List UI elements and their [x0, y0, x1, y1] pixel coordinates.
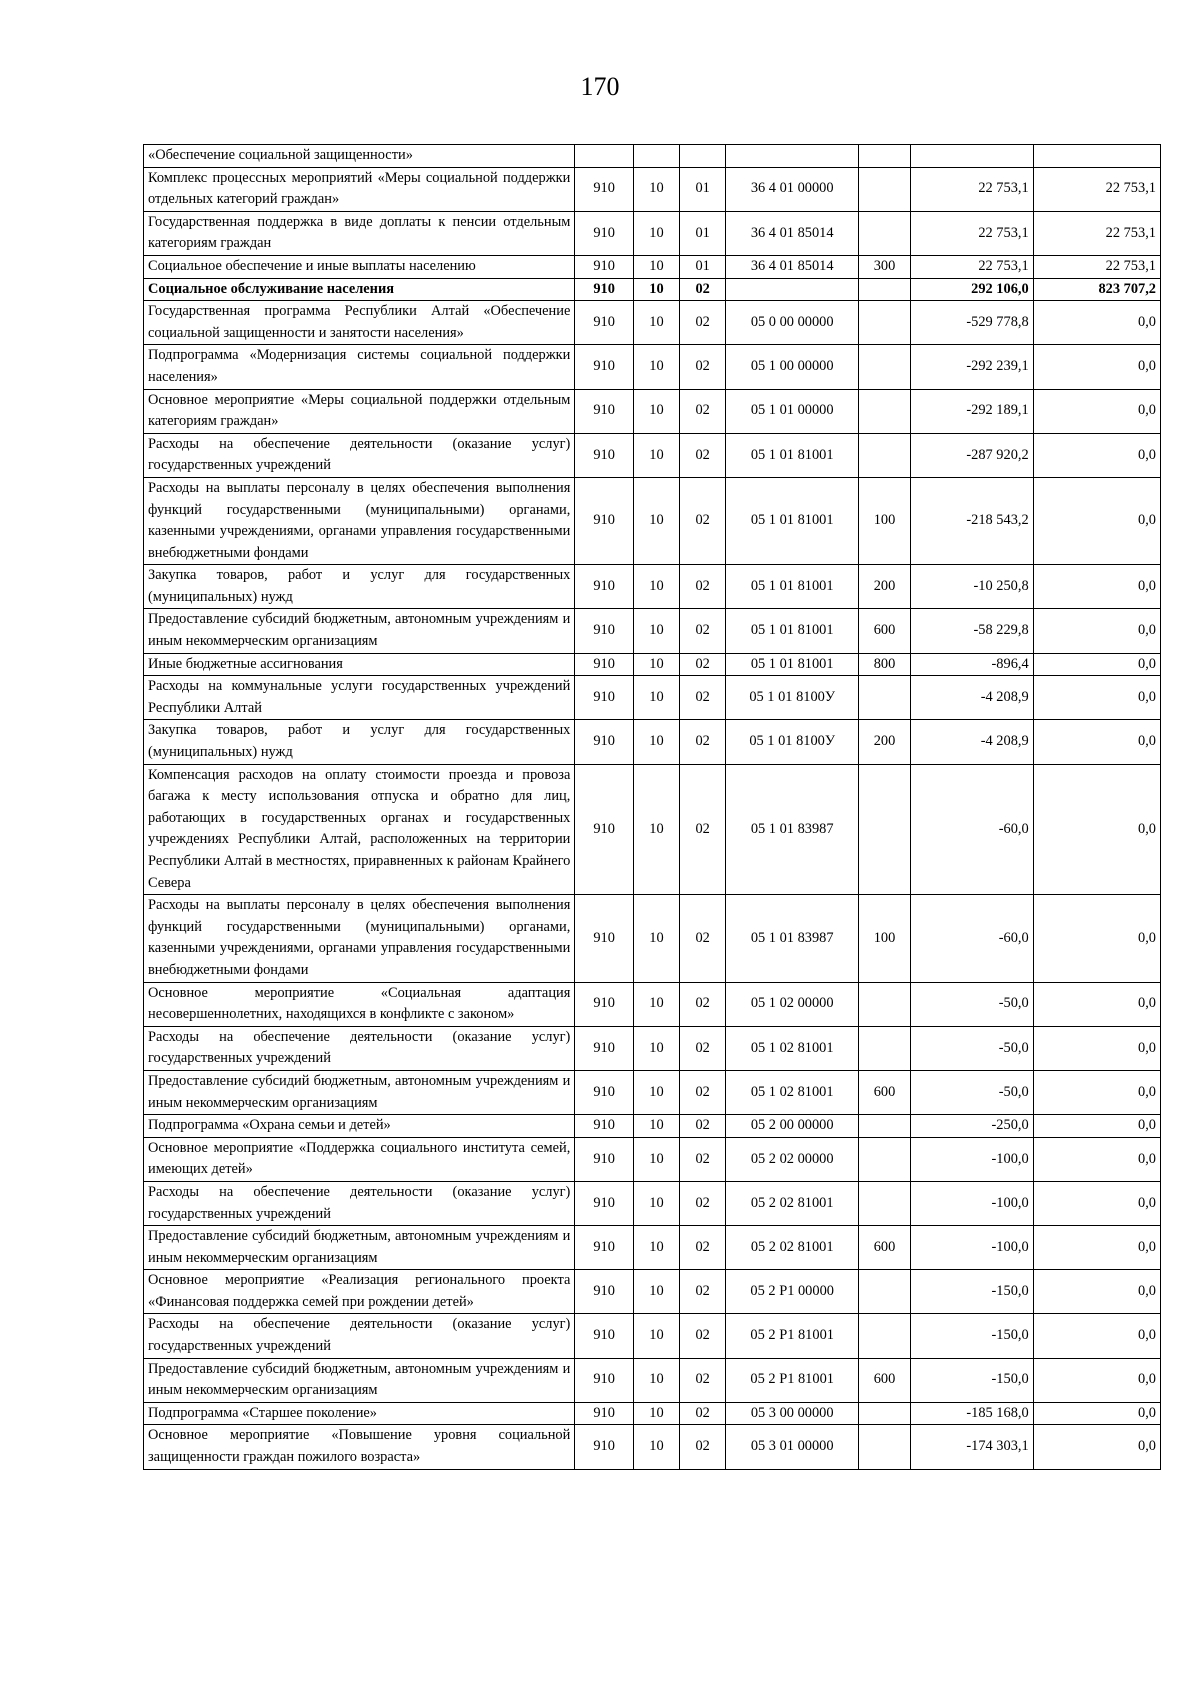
table-row — [144, 1402, 1161, 1425]
row-ved-code: 910 — [575, 255, 634, 278]
table-row — [144, 301, 1161, 345]
table-row — [144, 1425, 1161, 1469]
row-expense-type-code — [859, 764, 911, 895]
row-amount-1: -50,0 — [910, 1026, 1033, 1070]
row-subsection-code: 02 — [680, 1314, 726, 1358]
row-subsection-code: 02 — [680, 1425, 726, 1469]
row-amount-2: 0,0 — [1033, 1115, 1160, 1138]
row-expense-type-code — [859, 301, 911, 345]
row-expense-type-code — [859, 1115, 911, 1138]
row-section-code: 10 — [633, 255, 679, 278]
row-ved-code: 910 — [575, 982, 634, 1026]
row-expense-type-code — [859, 676, 911, 720]
row-amount-2: 0,0 — [1033, 1070, 1160, 1114]
row-amount-1: 22 753,1 — [910, 255, 1033, 278]
row-amount-2: 0,0 — [1033, 720, 1160, 764]
row-ved-code: 910 — [575, 389, 634, 433]
table-row — [144, 167, 1161, 211]
table-row — [144, 1137, 1161, 1181]
row-amount-2: 0,0 — [1033, 1314, 1160, 1358]
row-expense-type-code — [859, 345, 911, 389]
row-amount-2: 0,0 — [1033, 609, 1160, 653]
row-section-code: 10 — [633, 676, 679, 720]
table-row — [144, 1270, 1161, 1314]
row-amount-1: -292 239,1 — [910, 345, 1033, 389]
row-amount-2: 0,0 — [1033, 433, 1160, 477]
row-subsection-code: 02 — [680, 1181, 726, 1225]
row-ved-code: 910 — [575, 301, 634, 345]
row-name: Расходы на коммунальные услуги государственных учреждений Республики Алтай — [144, 676, 575, 720]
row-amount-2: 0,0 — [1033, 301, 1160, 345]
row-subsection-code: 02 — [680, 477, 726, 564]
row-expense-type-code — [859, 389, 911, 433]
table-row — [144, 255, 1161, 278]
row-ved-code: 910 — [575, 1226, 634, 1270]
row-ved-code: 910 — [575, 895, 634, 982]
row-ved-code: 910 — [575, 1425, 634, 1469]
row-amount-2: 0,0 — [1033, 895, 1160, 982]
row-amount-1: 22 753,1 — [910, 167, 1033, 211]
row-target-article-code: 05 3 00 00000 — [726, 1402, 859, 1425]
row-expense-type-code — [859, 1181, 911, 1225]
table-row — [144, 565, 1161, 609]
row-name: Основное мероприятие «Меры социальной поддержки отдельным категориям граждан» — [144, 389, 575, 433]
row-expense-type-code — [859, 1314, 911, 1358]
row-ved-code: 910 — [575, 1402, 634, 1425]
row-ved-code: 910 — [575, 345, 634, 389]
row-target-article-code: 05 1 01 83987 — [726, 764, 859, 895]
row-section-code: 10 — [633, 1137, 679, 1181]
row-name: Предоставление субсидий бюджетным, автономным учреждениям и иным некоммерческим организациям — [144, 1226, 575, 1270]
table-row — [144, 278, 1161, 301]
row-expense-type-code: 600 — [859, 1070, 911, 1114]
row-expense-type-code: 600 — [859, 1358, 911, 1402]
row-amount-1: -250,0 — [910, 1115, 1033, 1138]
table-row — [144, 145, 1161, 168]
row-section-code: 10 — [633, 345, 679, 389]
row-amount-1: 292 106,0 — [910, 278, 1033, 301]
row-expense-type-code — [859, 167, 911, 211]
row-expense-type-code: 100 — [859, 895, 911, 982]
row-name: Расходы на выплаты персоналу в целях обеспечения выполнения функций государственными (муниципальными) органами, казенными учреждениями, органами управления государственными внебюджетными фондами — [144, 895, 575, 982]
row-name: Основное мероприятие «Поддержка социального института семей, имеющих детей» — [144, 1137, 575, 1181]
row-name: Основное мероприятие «Реализация регионального проекта «Финансовая поддержка семей при рождении детей» — [144, 1270, 575, 1314]
row-section-code: 10 — [633, 1358, 679, 1402]
row-section-code: 10 — [633, 720, 679, 764]
row-amount-1: -50,0 — [910, 1070, 1033, 1114]
row-amount-2: 0,0 — [1033, 1358, 1160, 1402]
row-name: Расходы на обеспечение деятельности (оказание услуг) государственных учреждений — [144, 1314, 575, 1358]
row-expense-type-code — [859, 1137, 911, 1181]
table-row — [144, 1181, 1161, 1225]
row-target-article-code: 05 2 02 81001 — [726, 1181, 859, 1225]
row-name: Подпрограмма «Охрана семьи и детей» — [144, 1115, 575, 1138]
table-row — [144, 1026, 1161, 1070]
row-amount-2: 0,0 — [1033, 565, 1160, 609]
row-amount-2: 0,0 — [1033, 1137, 1160, 1181]
row-target-article-code: 05 1 01 81001 — [726, 565, 859, 609]
table-row — [144, 389, 1161, 433]
row-ved-code: 910 — [575, 1358, 634, 1402]
row-section-code: 10 — [633, 1226, 679, 1270]
row-name: Основное мероприятие «Социальная адаптация несовершеннолетних, находящихся в конфликте с законом» — [144, 982, 575, 1026]
row-section-code — [633, 145, 679, 168]
row-ved-code: 910 — [575, 720, 634, 764]
row-name: Предоставление субсидий бюджетным, автономным учреждениям и иным некоммерческим организациям — [144, 1358, 575, 1402]
table-row — [144, 1358, 1161, 1402]
row-name: Подпрограмма «Модернизация системы социальной поддержки населения» — [144, 345, 575, 389]
row-section-code: 10 — [633, 167, 679, 211]
row-subsection-code: 02 — [680, 653, 726, 676]
table-row — [144, 1070, 1161, 1114]
row-amount-1: -58 229,8 — [910, 609, 1033, 653]
row-expense-type-code: 200 — [859, 720, 911, 764]
row-subsection-code: 02 — [680, 764, 726, 895]
row-target-article-code: 05 2 P1 00000 — [726, 1270, 859, 1314]
row-amount-1: -4 208,9 — [910, 676, 1033, 720]
row-target-article-code: 36 4 01 85014 — [726, 211, 859, 255]
row-target-article-code: 05 1 01 8100У — [726, 720, 859, 764]
row-amount-2: 0,0 — [1033, 1226, 1160, 1270]
row-amount-1: 22 753,1 — [910, 211, 1033, 255]
row-name: Закупка товаров, работ и услуг для государственных (муниципальных) нужд — [144, 720, 575, 764]
row-target-article-code: 05 1 02 81001 — [726, 1026, 859, 1070]
row-subsection-code: 02 — [680, 720, 726, 764]
row-subsection-code: 02 — [680, 301, 726, 345]
row-ved-code: 910 — [575, 433, 634, 477]
row-target-article-code: 05 1 01 81001 — [726, 609, 859, 653]
table-row — [144, 345, 1161, 389]
row-amount-1: -529 778,8 — [910, 301, 1033, 345]
row-ved-code: 910 — [575, 1137, 634, 1181]
row-amount-2: 0,0 — [1033, 982, 1160, 1026]
row-amount-1: -150,0 — [910, 1314, 1033, 1358]
row-section-code: 10 — [633, 477, 679, 564]
row-section-code: 10 — [633, 1402, 679, 1425]
row-target-article-code: 05 1 01 81001 — [726, 477, 859, 564]
row-amount-1: -150,0 — [910, 1270, 1033, 1314]
row-name: Предоставление субсидий бюджетным, автономным учреждениям и иным некоммерческим организациям — [144, 1070, 575, 1114]
row-subsection-code: 02 — [680, 345, 726, 389]
row-amount-2: 0,0 — [1033, 676, 1160, 720]
row-subsection-code: 02 — [680, 1137, 726, 1181]
row-target-article-code — [726, 145, 859, 168]
row-amount-1: -60,0 — [910, 895, 1033, 982]
row-subsection-code: 02 — [680, 1026, 726, 1070]
row-amount-1: -287 920,2 — [910, 433, 1033, 477]
row-expense-type-code — [859, 433, 911, 477]
row-amount-1: -218 543,2 — [910, 477, 1033, 564]
row-name: Закупка товаров, работ и услуг для государственных (муниципальных) нужд — [144, 565, 575, 609]
table-row — [144, 433, 1161, 477]
row-ved-code: 910 — [575, 1115, 634, 1138]
row-amount-2 — [1033, 145, 1160, 168]
row-target-article-code: 05 1 01 00000 — [726, 389, 859, 433]
row-expense-type-code — [859, 1402, 911, 1425]
table-row — [144, 764, 1161, 895]
row-amount-2: 0,0 — [1033, 1270, 1160, 1314]
row-ved-code: 910 — [575, 1181, 634, 1225]
row-ved-code: 910 — [575, 167, 634, 211]
row-amount-1: -100,0 — [910, 1137, 1033, 1181]
row-expense-type-code: 300 — [859, 255, 911, 278]
row-subsection-code: 02 — [680, 895, 726, 982]
row-expense-type-code — [859, 982, 911, 1026]
table-row — [144, 653, 1161, 676]
row-subsection-code: 02 — [680, 1115, 726, 1138]
row-expense-type-code: 600 — [859, 1226, 911, 1270]
row-amount-2: 0,0 — [1033, 345, 1160, 389]
row-amount-1: -60,0 — [910, 764, 1033, 895]
row-amount-1: -4 208,9 — [910, 720, 1033, 764]
row-amount-2: 0,0 — [1033, 1026, 1160, 1070]
table-row — [144, 676, 1161, 720]
row-target-article-code: 05 1 01 81001 — [726, 433, 859, 477]
row-target-article-code: 05 3 01 00000 — [726, 1425, 859, 1469]
row-expense-type-code — [859, 211, 911, 255]
row-amount-1: -10 250,8 — [910, 565, 1033, 609]
row-name: Основное мероприятие «Повышение уровня социальной защищенности граждан пожилого возраста» — [144, 1425, 575, 1469]
row-target-article-code: 05 2 00 00000 — [726, 1115, 859, 1138]
row-target-article-code: 05 2 P1 81001 — [726, 1358, 859, 1402]
row-section-code: 10 — [633, 653, 679, 676]
table-row — [144, 720, 1161, 764]
table-body — [144, 145, 1161, 1470]
row-subsection-code: 02 — [680, 676, 726, 720]
row-expense-type-code — [859, 145, 911, 168]
row-target-article-code: 05 0 00 00000 — [726, 301, 859, 345]
row-section-code: 10 — [633, 301, 679, 345]
row-expense-type-code — [859, 1026, 911, 1070]
row-name: Социальное обеспечение и иные выплаты населению — [144, 255, 575, 278]
row-subsection-code: 02 — [680, 609, 726, 653]
row-expense-type-code — [859, 1270, 911, 1314]
row-expense-type-code: 100 — [859, 477, 911, 564]
row-name: Иные бюджетные ассигнования — [144, 653, 575, 676]
row-ved-code: 910 — [575, 1070, 634, 1114]
row-expense-type-code — [859, 1425, 911, 1469]
row-ved-code: 910 — [575, 1314, 634, 1358]
row-name: Подпрограмма «Старшее поколение» — [144, 1402, 575, 1425]
row-section-code: 10 — [633, 609, 679, 653]
row-subsection-code: 02 — [680, 982, 726, 1026]
row-target-article-code: 05 2 P1 81001 — [726, 1314, 859, 1358]
row-subsection-code: 02 — [680, 278, 726, 301]
row-amount-1: -100,0 — [910, 1181, 1033, 1225]
row-amount-2: 22 753,1 — [1033, 255, 1160, 278]
row-section-code: 10 — [633, 565, 679, 609]
table-row — [144, 1314, 1161, 1358]
row-target-article-code: 05 1 02 81001 — [726, 1070, 859, 1114]
row-amount-2: 0,0 — [1033, 389, 1160, 433]
row-target-article-code: 05 2 02 81001 — [726, 1226, 859, 1270]
row-expense-type-code — [859, 278, 911, 301]
row-name: Государственная программа Республики Алтай «Обеспечение социальной защищенности и занятости населения» — [144, 301, 575, 345]
row-ved-code: 910 — [575, 211, 634, 255]
row-section-code: 10 — [633, 1270, 679, 1314]
row-ved-code — [575, 145, 634, 168]
row-amount-2: 0,0 — [1033, 764, 1160, 895]
row-ved-code: 910 — [575, 764, 634, 895]
row-name: Расходы на обеспечение деятельности (оказание услуг) государственных учреждений — [144, 1181, 575, 1225]
row-section-code: 10 — [633, 1026, 679, 1070]
row-amount-1: -896,4 — [910, 653, 1033, 676]
row-subsection-code: 01 — [680, 255, 726, 278]
row-name: Расходы на обеспечение деятельности (оказание услуг) государственных учреждений — [144, 433, 575, 477]
row-name: «Обеспечение социальной защищенности» — [144, 145, 575, 168]
row-section-code: 10 — [633, 278, 679, 301]
row-amount-1: -174 303,1 — [910, 1425, 1033, 1469]
row-amount-2: 0,0 — [1033, 653, 1160, 676]
row-ved-code: 910 — [575, 565, 634, 609]
row-amount-2: 823 707,2 — [1033, 278, 1160, 301]
row-section-code: 10 — [633, 389, 679, 433]
row-section-code: 10 — [633, 1314, 679, 1358]
row-section-code: 10 — [633, 1070, 679, 1114]
row-expense-type-code: 600 — [859, 609, 911, 653]
row-target-article-code: 05 1 01 83987 — [726, 895, 859, 982]
row-name: Расходы на выплаты персоналу в целях обеспечения выполнения функций государственными (муниципальными) органами, казенными учреждениями, органами управления государственными внебюджетными фондами — [144, 477, 575, 564]
row-expense-type-code: 200 — [859, 565, 911, 609]
row-name: Комплекс процессных мероприятий «Меры социальной поддержки отдельных категорий граждан» — [144, 167, 575, 211]
table-row — [144, 211, 1161, 255]
row-section-code: 10 — [633, 433, 679, 477]
row-amount-2: 0,0 — [1033, 477, 1160, 564]
page-number: 170 — [580, 72, 620, 101]
row-section-code: 10 — [633, 895, 679, 982]
row-section-code: 10 — [633, 982, 679, 1026]
row-target-article-code: 05 2 02 00000 — [726, 1137, 859, 1181]
table-row — [144, 1115, 1161, 1138]
row-section-code: 10 — [633, 1181, 679, 1225]
row-ved-code: 910 — [575, 1270, 634, 1314]
row-subsection-code: 02 — [680, 1070, 726, 1114]
row-amount-2: 0,0 — [1033, 1181, 1160, 1225]
row-ved-code: 910 — [575, 477, 634, 564]
row-amount-1: -185 168,0 — [910, 1402, 1033, 1425]
table-row — [144, 982, 1161, 1026]
row-target-article-code: 36 4 01 00000 — [726, 167, 859, 211]
row-name: Государственная поддержка в виде доплаты к пенсии отдельным категориям граждан — [144, 211, 575, 255]
row-target-article-code: 05 1 01 8100У — [726, 676, 859, 720]
row-amount-1 — [910, 145, 1033, 168]
table-row — [144, 609, 1161, 653]
table-row — [144, 1226, 1161, 1270]
row-subsection-code: 02 — [680, 1226, 726, 1270]
row-section-code: 10 — [633, 1115, 679, 1138]
row-name: Предоставление субсидий бюджетным, автономным учреждениям и иным некоммерческим организациям — [144, 609, 575, 653]
row-name: Расходы на обеспечение деятельности (оказание услуг) государственных учреждений — [144, 1026, 575, 1070]
row-amount-1: -150,0 — [910, 1358, 1033, 1402]
row-subsection-code: 01 — [680, 167, 726, 211]
row-target-article-code: 36 4 01 85014 — [726, 255, 859, 278]
row-ved-code: 910 — [575, 609, 634, 653]
row-ved-code: 910 — [575, 1026, 634, 1070]
row-subsection-code: 02 — [680, 1270, 726, 1314]
row-subsection-code: 02 — [680, 433, 726, 477]
row-ved-code: 910 — [575, 676, 634, 720]
row-name: Социальное обслуживание населения — [144, 278, 575, 301]
row-section-code: 10 — [633, 211, 679, 255]
row-subsection-code: 01 — [680, 211, 726, 255]
row-subsection-code: 02 — [680, 1358, 726, 1402]
row-amount-2: 0,0 — [1033, 1425, 1160, 1469]
row-subsection-code: 02 — [680, 1402, 726, 1425]
row-amount-1: -50,0 — [910, 982, 1033, 1026]
table-row — [144, 895, 1161, 982]
row-expense-type-code: 800 — [859, 653, 911, 676]
row-target-article-code: 05 1 00 00000 — [726, 345, 859, 389]
row-amount-2: 22 753,1 — [1033, 167, 1160, 211]
row-ved-code: 910 — [575, 653, 634, 676]
row-subsection-code: 02 — [680, 565, 726, 609]
row-amount-2: 22 753,1 — [1033, 211, 1160, 255]
row-ved-code: 910 — [575, 278, 634, 301]
budget-table — [143, 144, 1161, 1470]
row-section-code: 10 — [633, 764, 679, 895]
row-name: Компенсация расходов на оплату стоимости проезда и провоза багажа к месту использования отпуска и обратно для лиц, работающих в государственных органах и государственных учреждениях Республики Алтай, расположенных на территории Республики Алтай в местностях, приравненных к районам Крайнего Севера — [144, 764, 575, 895]
row-target-article-code: 05 1 01 81001 — [726, 653, 859, 676]
table-row — [144, 477, 1161, 564]
row-subsection-code: 02 — [680, 389, 726, 433]
row-subsection-code — [680, 145, 726, 168]
row-section-code: 10 — [633, 1425, 679, 1469]
row-target-article-code — [726, 278, 859, 301]
row-amount-1: -292 189,1 — [910, 389, 1033, 433]
row-amount-1: -100,0 — [910, 1226, 1033, 1270]
row-amount-2: 0,0 — [1033, 1402, 1160, 1425]
row-target-article-code: 05 1 02 00000 — [726, 982, 859, 1026]
